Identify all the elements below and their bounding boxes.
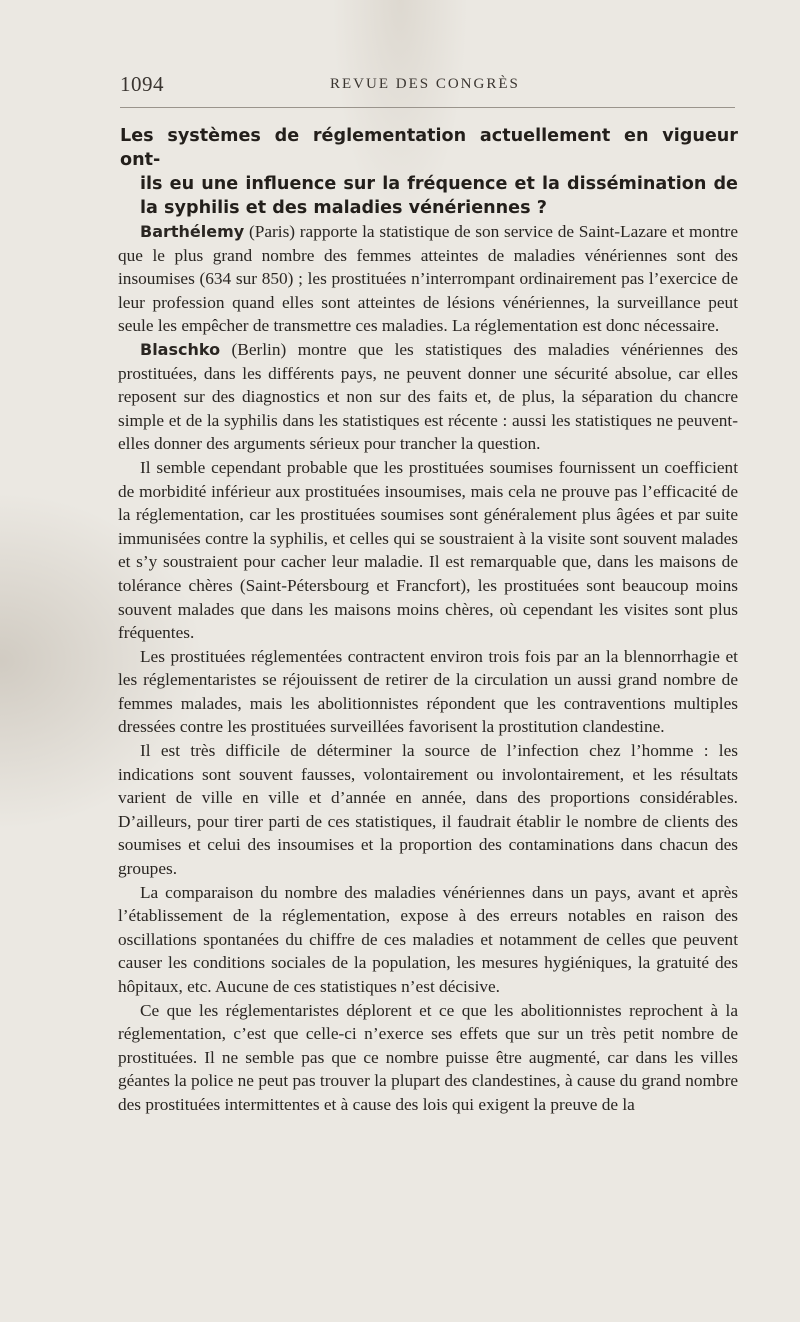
page-header [120,72,735,102]
page-number: 1094 [120,72,164,96]
paragraph [118,645,738,739]
paragraph-barthelemy [118,220,738,338]
speaker-name: Barthélemy [140,222,245,241]
header-rule [120,107,735,108]
paragraph-text: Il est très difficile de déterminer la source de l’infection chez l’homme : les indications sont souvent fausses, volontairement ou involontairement, et les résultats varient de ville en ville et d’année en année, dans des proportions considérables. D’ailleurs, pour tirer parti de ces statistiques, il faudrait établir le nombre de clients des soumises et celui des insoumises et la proportion des contaminations dans chacun des groupes. [118,741,738,879]
section-heading-line-1: Les systèmes de réglementation actuellement en vigueur ont- [120,126,738,170]
paragraph-blaschko [118,338,738,456]
section-heading [118,124,738,220]
paragraph-text: (Paris) rapporte la statistique de son service de Saint-Lazare et montre que le plus grand nombre des femmes atteintes de maladies vénériennes sont des insoumises (634 sur 850) ; les prostituées n’interrompant ordinairement pas l’exercice de leur profession quand elles sont atteintes de lésions vénériennes, la surveillance peut seule les empêcher de transmettre ces maladies. La réglementation est donc nécessaire. [118,222,738,336]
paragraph-text: Il semble cependant probable que les prostituées soumises fournissent un coefficient de morbidité inférieur aux prostituées insoumises, mais cela ne prouve pas l’efficacité de la réglementation, car les prostituées soumises sont généralement plus âgées et par suite immunisées contre la syphilis, et celles qui se soustraient à la visite sont souvent malades et s’y soustraient pour cacher leur maladie. Il est remarquable que, dans les maisons de tolérance chères (Saint-Pétersbourg et Francfort), les prostituées sont beaucoup moins souvent malades que dans les maisons moins chères, où cependant les visites sont plus fréquentes. [118,457,738,643]
paragraph-text: La comparaison du nombre des maladies vénériennes dans un pays, avant et après l’établissement de la réglementation, expose à des erreurs notables en raison des oscillations spontanées du chiffre de ces maladies et notamment de celles que peuvent causer les conditions sociales de la population, les mesures hygiéniques, la gratuité des hôpitaux, etc. Aucune de ces statistiques n’est décisive. [118,882,738,996]
paragraph [118,456,738,645]
section-heading-continuation: ils eu une influence sur la fréquence et la dissémination de la syphilis et des maladies vénériennes ? [140,174,738,218]
paragraph [118,999,738,1117]
running-head: REVUE DES CONGRÈS [330,76,520,92]
paragraph-text: (Berlin) montre que les statistiques des maladies vénériennes des prostituées, dans les différents pays, ne peuvent donner une sécurité absolue, car elles reposent sur des diagnostics et non sur des faits et, de plus, la séparation du chancre simple et de la syphilis dans les statistiques est récente : aussi les statistiques ne peuvent-elles donner des arguments sérieux pour trancher la question. [118,339,738,454]
paragraph [118,881,738,999]
body-text [118,124,738,1117]
paragraph [118,739,738,881]
paragraph-text: Les prostituées réglementées contractent environ trois fois par an la blennorrhagie et les réglementaristes se réjouissent de retirer de la circulation un aussi grand nombre de femmes malades, mais les abolitionnistes répondent que les contraventions multiples dressées contre les prostituées surveillées favorisent la prostitution clandestine. [118,646,738,737]
speaker-name: Blaschko [140,339,221,359]
paragraph-text: Ce que les réglementaristes déplorent et ce que les abolitionnistes reprochent à la réglementation, c’est que celle-ci n’exerce ses effets que sur un très petit nombre de prostituées. Il ne semble pas que ce nombre puisse être augmenté, car dans les villes géantes la police ne peut pas trouver la plupart des clandestines, à cause du grand nombre des prostituées intermittentes et à cause des lois qui exigent la preuve de la [118,1000,738,1114]
